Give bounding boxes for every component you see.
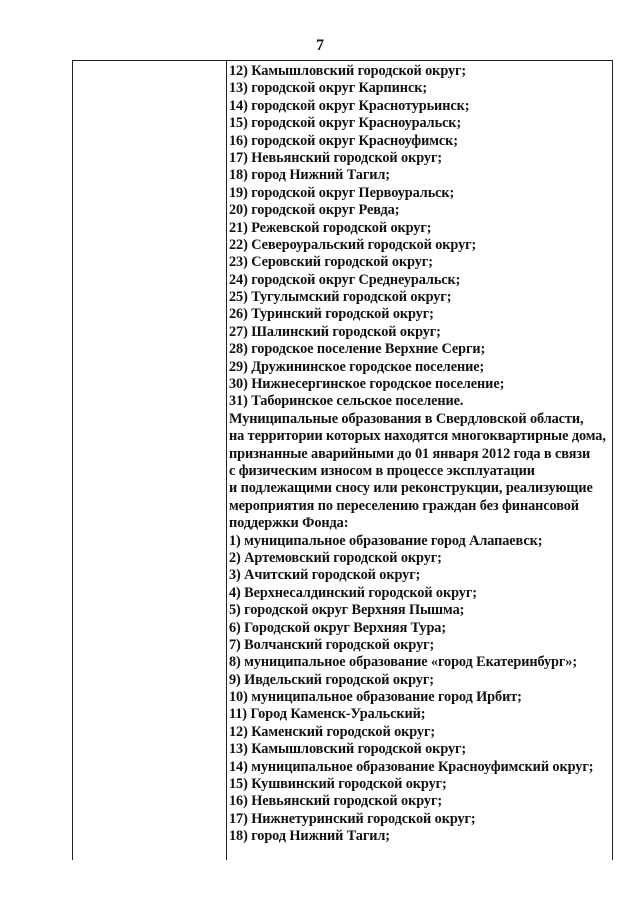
text-line: 15) городской округ Красноуральск; (229, 115, 462, 132)
text-line: 3) Ачитский городской округ; (229, 567, 421, 584)
text-line: 14) муниципальное образование Красноуфимский округ; (229, 758, 594, 775)
text-line: 12) Каменский городской округ; (229, 723, 436, 740)
page-number: 7 (316, 37, 324, 54)
text-line: 16) городской округ Красноуфимск; (229, 132, 458, 149)
text-line: и подлежащими сносу или реконструкции, реализующие (229, 480, 593, 497)
text-line: 31) Таборинское сельское поселение. (229, 393, 464, 410)
text-line: мероприятия по переселению граждан без финансовой (229, 497, 579, 514)
text-line: 19) городской округ Первоуральск; (229, 184, 455, 201)
document-table (72, 60, 613, 860)
text-line: 21) Режевской городской округ; (229, 219, 432, 236)
text-line: 4) Верхнесалдинский городской округ; (229, 584, 477, 601)
table-right-cell (229, 63, 613, 846)
text-line: 30) Нижнесергинское городское поселение; (229, 376, 505, 393)
text-line: на территории которых находятся многоквартирные дома, (229, 428, 606, 445)
text-line: 22) Североуральский городской округ; (229, 236, 477, 253)
text-line: 14) городской округ Краснотурьинск; (229, 97, 470, 114)
text-line: 13) городской округ Карпинск; (229, 80, 427, 97)
text-line: 6) Городской округ Верхняя Тура; (229, 619, 447, 636)
text-line: признанные аварийными до 01 января 2012 года в связи (229, 445, 591, 462)
text-line: поддержки Фонда: (229, 515, 349, 532)
text-line: 2) Артемовский городской округ; (229, 549, 442, 566)
text-line: 12) Камышловский городской округ; (229, 63, 467, 79)
table-left-cell (73, 61, 227, 860)
text-line: 1) муниципальное образование город Алапаевск; (229, 532, 543, 549)
text-line: 24) городской округ Среднеуральск; (229, 271, 461, 288)
text-line: 25) Тугулымский городской округ; (229, 289, 452, 306)
text-line: 29) Дружининское городское поселение; (229, 358, 485, 375)
text-line: 8) муниципальное образование «город Екатеринбург»; (229, 654, 577, 671)
text-line: 18) город Нижний Тагил; (229, 828, 390, 845)
text-line: 17) Нижнетуринский городской округ; (229, 810, 476, 827)
text-line: 15) Кушвинский городской округ; (229, 776, 447, 793)
text-line: 17) Невьянский городской округ; (229, 149, 442, 166)
text-line: Муниципальные образования в Свердловской области, (229, 410, 584, 427)
text-line: 27) Шалинский городской округ; (229, 323, 441, 340)
text-line: 13) Камышловский городской округ; (229, 741, 467, 758)
text-line: 9) Ивдельский городской округ; (229, 671, 434, 688)
text-line: 26) Туринский городской округ; (229, 306, 434, 323)
text-line: 5) городской округ Верхняя Пышма; (229, 602, 465, 619)
text-line: 28) городское поселение Верхние Серги; (229, 341, 486, 358)
text-line: 18) город Нижний Тагил; (229, 167, 390, 184)
text-line: 20) городской округ Ревда; (229, 202, 400, 219)
text-line: 11) Город Каменск-Уральский; (229, 706, 426, 723)
text-line: 16) Невьянский городской округ; (229, 793, 442, 810)
text-line: 7) Волчанский городской округ; (229, 636, 435, 653)
text-line: с физическим износом в процессе эксплуатации (229, 462, 535, 479)
text-line: 23) Серовский городской округ; (229, 254, 433, 271)
text-line: 10) муниципальное образование город Ирбит; (229, 689, 522, 706)
